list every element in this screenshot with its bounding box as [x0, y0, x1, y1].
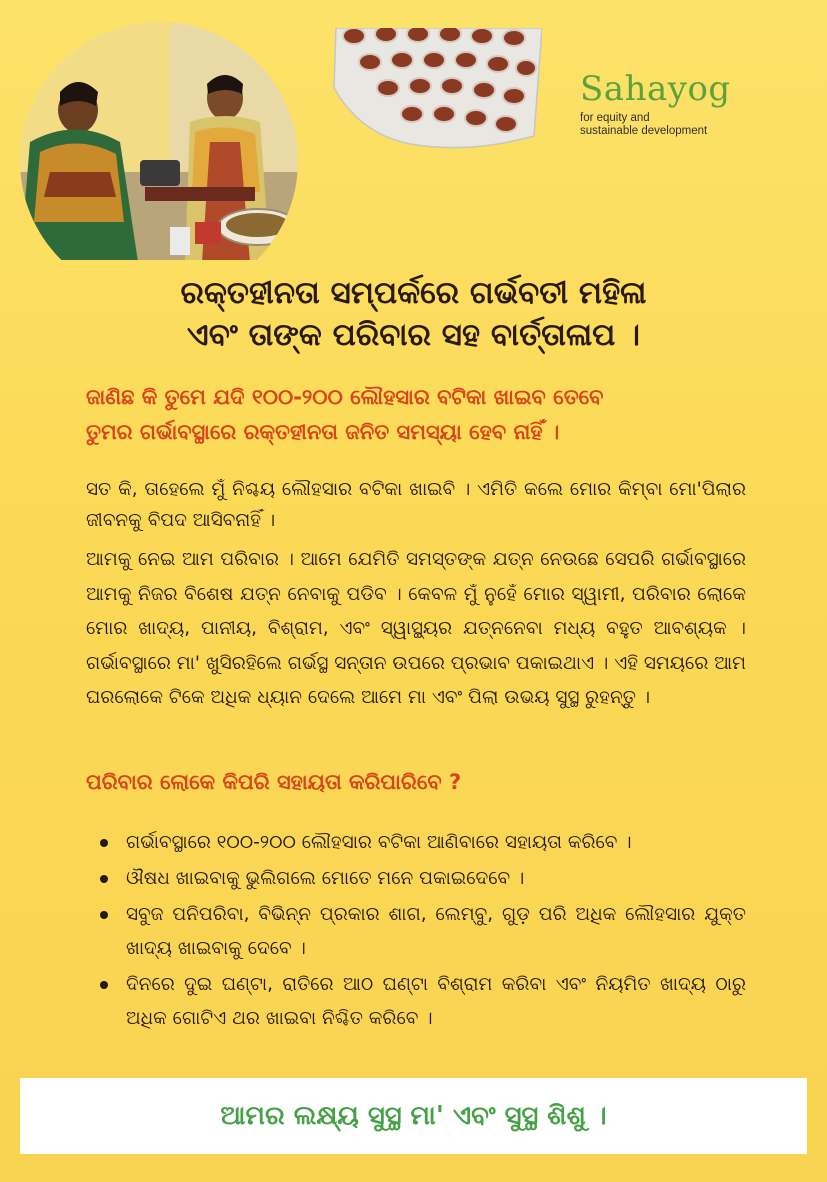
photo-region — [0, 0, 300, 260]
paragraph-2: ଆମକୁ ନେଇ ଆମ ପରିବାର । ଆମେ ଯେମିତି ସମସ୍ତଙ୍କ ଯତ୍ନ ନେଉଛେ ସେପରି ଗର୍ଭାବସ୍ଥାରେ ଆମକୁ ନିଜର ବିଶେଷ ଯତ୍ନ ନେବାକୁ ପଡିବ । କେବଳ ମୁଁ ନୁହେଁ ମୋର ସ୍ୱାମୀ, ପରିବାର ଲୋକେ ମୋର ଖାଦ୍ୟ, ପାନୀୟ, ବିଶ୍ରାମ, ଏବଂ ସ୍ୱାସ୍ଥ୍ୟର ଯତ୍ନନେବା ମଧ୍ୟ ବହୁତ ଆବଶ୍ୟକ । ଗର୍ଭାବସ୍ଥାରେ ମା' ଖୁସିରହିଲେ ଗର୍ଭସ୍ଥ ସନ୍ତାନ ଉପରେ ପ୍ରଭାବ ପକାଇଥାଏ । ଏହି ସମୟରେ ଆମ ଘରଲୋକେ ଟିକେ ଅଧିକ ଧ୍ୟାନ ଦେଲେ ଆମେ ମା ଏବଂ ପିଲା ଉଭୟ ସୁସ୍ଥ ରୁହନ୍ତୁ । — [86, 549, 746, 708]
health-check-illustration — [20, 22, 298, 260]
logo-tagline-line2: sustainable development — [580, 125, 708, 137]
paragraph-1: ସତ କି, ତାହେଲେ ମୁଁ ନିଶ୍ଚୟ ଲୌହସାର ବଟିକା ଖାଇବି । ଏମିତି କଲେ ମୋର କିମ୍ବା ମୋ'ପିଲାର ଜୀବନକୁ ବିପଦ ଆସିବନାହିଁ । — [86, 479, 746, 531]
list-item-text: ଦିନରେ ଦୁଇ ଘଣ୍ଟା, ରାତିରେ ଆଠ ଘଣ୍ଟା ବିଶ୍ରାମ କରିବା ଏବଂ ନିୟମିତ ଖାଦ୍ୟ ଠାରୁ ଅଧିକ ଗୋଟିଏ ଥର ଖାଇବା ନିଶ୍ଚିତ କରିବେ । — [126, 974, 746, 1029]
headline-line2: ଏବଂ ତାଙ୍କ ପରିବାର ସହ ବାର୍ତ୍ତାଳାପ । — [186, 317, 641, 353]
family-help-heading: ପରିବାର ଲୋକେ କିପରି ସହାୟତା କରିପାରିବେ ? — [86, 770, 462, 794]
footer-slogan: ଆମର ଲକ୍ଷ୍ୟ ସୁସ୍ଥ ମା' ଏବଂ ସୁସ୍ଥ ଶିଶୁ । — [220, 1101, 607, 1131]
list-item — [96, 898, 746, 966]
iron-tablet-strip-image — [330, 28, 542, 152]
list-item — [96, 862, 746, 896]
health-check-photo — [20, 22, 298, 260]
family-help-list — [96, 826, 746, 1038]
logo-tagline-line1: for equity and — [580, 112, 650, 124]
alert-line2: ତୁମର ଗର୍ଭାବସ୍ଥାରେ ରକ୍ତହୀନତା ଜନିତ ସମସ୍ୟା ହେବ ନାହିଁ । — [86, 420, 560, 444]
logo-tagline — [580, 112, 780, 138]
bullet-dot-icon — [100, 981, 108, 989]
sahayog-logo — [580, 69, 780, 138]
footer-banner — [20, 1078, 807, 1154]
list-item — [96, 968, 746, 1036]
bullet-dot-icon — [100, 875, 108, 883]
list-item-text: ସବୁଜ ପନିପରିବା, ବିଭିନ୍ନ ପ୍ରକାର ଶାଗ, ଲେମ୍ବୁ, ଗୁଡ଼ ପରି ଅଧିକ ଲୌହସାର ଯୁକ୍ତ ଖାଦ୍ୟ ଖାଇବାକୁ ଦେବେ । — [126, 904, 746, 959]
alert-line1: ଜାଣିଛ କି ତୁମେ ଯଦି ୧୦୦-୨୦୦ ଲୌହସାର ବଟିକା ଖାଇବ ତେବେ — [86, 385, 604, 409]
list-item — [96, 826, 746, 860]
list-item-text: ଔଷଧ ଖାଇବାକୁ ଭୁଲିଗଲେ ମୋତେ ମନେ ପକାଇଦେବେ । — [126, 868, 525, 889]
headline-line1: ରକ୍ତହୀନତା ସମ୍ପର୍କରେ ଗର୍ଭବତୀ ମହିଳା — [180, 275, 647, 311]
list-item-text: ଗର୍ଭାବସ୍ଥାରେ ୧୦୦-୨୦୦ ଲୌହସାର ବଟିକା ଆଣିବାରେ ସହାୟତା କରିବେ । — [126, 832, 632, 853]
alert-message — [86, 380, 746, 450]
bullet-dot-icon — [100, 839, 108, 847]
headline — [60, 272, 767, 356]
logo-name: Sahayog — [580, 69, 731, 109]
bullet-dot-icon — [100, 911, 108, 919]
